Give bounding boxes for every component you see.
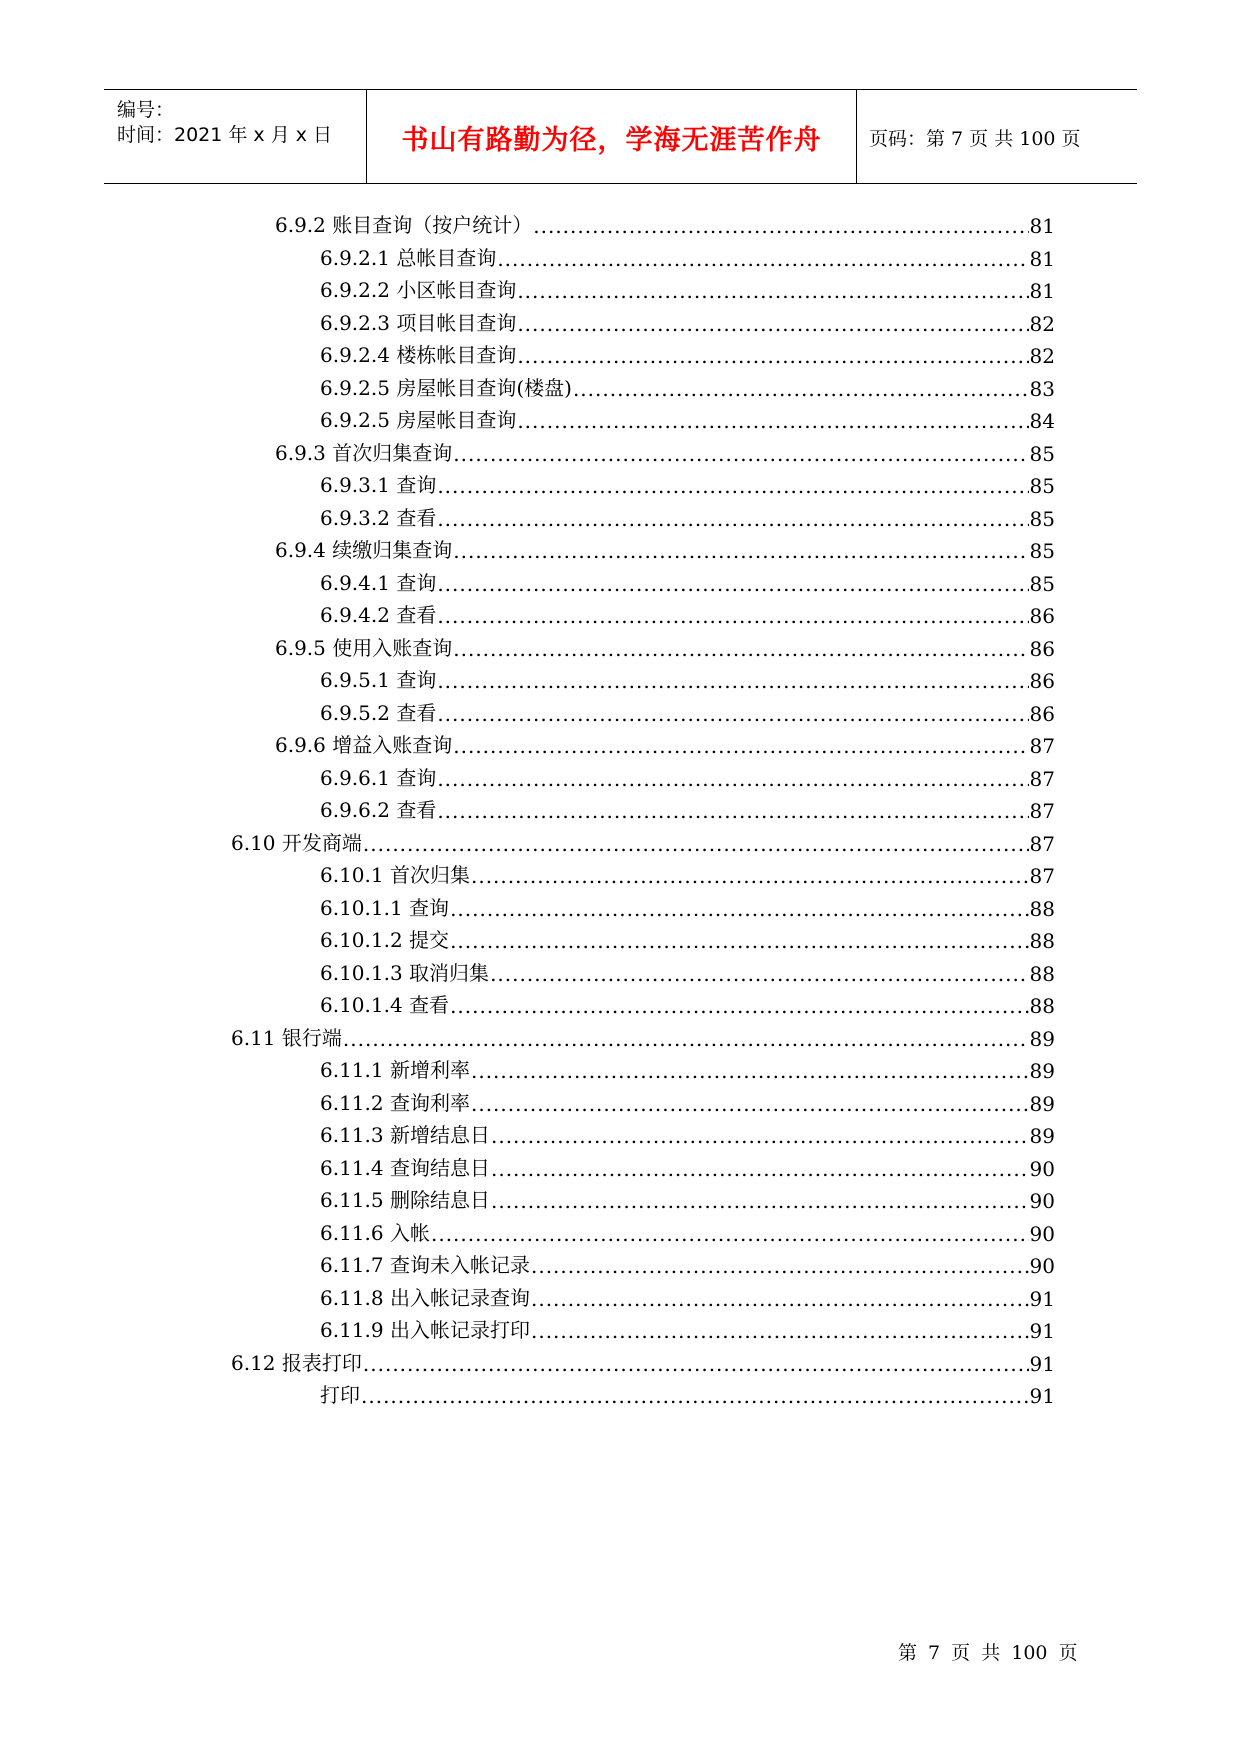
toc-dot-leader [531,1254,1029,1278]
toc-entry-page: 88 [1029,929,1055,953]
toc-entry[interactable] [320,765,1055,791]
toc-entry-title: 6.9.6.1 查询 [320,765,437,790]
document-code-label: 编号： [117,99,175,121]
toc-entry[interactable] [320,505,1055,531]
toc-dot-leader [437,507,1028,531]
toc-dot-leader [517,409,1028,433]
toc-entry[interactable] [320,407,1055,433]
toc-dot-leader [437,474,1028,498]
toc-entry[interactable] [320,992,1055,1018]
toc-entry-title: 6.11.5 删除结息日 [320,1188,490,1212]
toc-entry-title: 6.9.6 增益入账查询 [275,733,453,757]
toc-dot-leader [343,1027,1029,1051]
toc-entry[interactable] [275,212,1055,238]
toc-entry-page: 89 [1029,1026,1055,1051]
toc-dot-leader [437,767,1028,791]
toc-entry[interactable] [320,960,1055,986]
toc-entry-page: 85 [1029,441,1055,466]
toc-entry[interactable] [320,570,1055,596]
toc-entry-title: 6.10.1.4 查看 [320,993,450,1017]
toc-dot-leader [517,312,1028,336]
toc-entry-title: 6.9.3.2 查看 [320,505,437,530]
toc-dot-leader [471,864,1029,888]
toc-entry[interactable] [320,472,1055,498]
toc-entry[interactable] [320,1317,1055,1343]
toc-dot-leader [361,1384,1029,1408]
toc-entry[interactable] [320,245,1055,271]
toc-entry-page: 82 [1029,344,1055,368]
toc-entry-page: 81 [1029,279,1055,303]
page-footer: 第 7 页 共 100 页 [898,1642,1078,1664]
toc-entry-page: 91 [1029,1351,1055,1376]
toc-entry-title: 6.9.4.1 查询 [320,570,437,595]
toc-entry-page: 82 [1029,311,1055,336]
toc-dot-leader [471,1059,1029,1083]
toc-entry[interactable] [320,1285,1055,1311]
toc-entry-page: 85 [1029,506,1055,531]
toc-dot-leader [363,1352,1029,1376]
toc-dot-leader [531,1287,1029,1311]
toc-entry[interactable] [231,1025,1055,1051]
toc-entry-title: 6.10 开发商端 [231,830,362,855]
toc-entry-title: 6.9.5.1 查询 [320,668,437,692]
toc-entry-page: 85 [1029,571,1055,596]
toc-dot-leader [491,1157,1029,1181]
toc-entry-title: 6.11.7 查询未入帐记录 [320,1253,530,1277]
page-header [104,89,1137,184]
toc-entry-page: 87 [1029,864,1055,888]
header-motto-cell [367,90,857,183]
toc-entry[interactable] [320,602,1055,628]
toc-entry-page: 87 [1029,831,1055,856]
toc-entry-title: 打印 [320,1383,360,1407]
toc-entry-title: 6.9.4.2 查看 [320,603,437,627]
toc-entry-title: 6.9.3 首次归集查询 [275,440,453,465]
toc-entry[interactable] [320,1220,1055,1246]
toc-dot-leader [450,929,1028,953]
toc-entry-page: 87 [1029,734,1055,758]
toc-entry-title: 6.11.4 查询结息日 [320,1155,490,1180]
toc-entry[interactable] [320,342,1055,368]
toc-entry-title: 6.9.2.3 项目帐目查询 [320,310,517,335]
toc-dot-leader [437,669,1028,693]
toc-entry[interactable] [320,375,1055,401]
toc-entry-title: 6.11.9 出入帐记录打印 [320,1318,530,1342]
toc-entry-title: 6.9.2 账目查询（按户统计） [275,213,533,237]
toc-dot-leader [450,897,1028,921]
toc-entry[interactable] [320,1090,1055,1116]
toc-entry-title: 6.9.5 使用入账查询 [275,635,453,660]
toc-dot-leader [573,377,1029,401]
toc-entry-page: 88 [1029,896,1055,921]
toc-entry[interactable] [275,537,1055,563]
toc-entry[interactable] [320,277,1055,303]
toc-entry[interactable] [275,440,1055,466]
toc-entry-title: 6.10.1.3 取消归集 [320,960,490,985]
toc-entry[interactable] [320,1187,1055,1213]
toc-dot-leader [437,702,1028,726]
toc-entry-page: 90 [1029,1254,1055,1278]
toc-entry[interactable] [320,927,1055,953]
toc-entry[interactable] [320,667,1055,693]
toc-entry-title: 6.11.2 查询利率 [320,1090,470,1115]
toc-dot-leader [490,962,1028,986]
toc-entry[interactable] [320,797,1055,823]
toc-entry[interactable] [320,700,1055,726]
toc-entry-title: 6.10.1.1 查询 [320,895,450,920]
toc-entry-title: 6.11.8 出入帐记录查询 [320,1285,530,1310]
toc-dot-leader [471,1092,1029,1116]
toc-dot-leader [453,442,1028,466]
toc-entry-title: 6.9.2.1 总帐目查询 [320,245,497,270]
toc-entry[interactable] [231,1350,1055,1376]
toc-entry[interactable] [320,1382,1055,1408]
toc-dot-leader [363,832,1029,856]
toc-entry-page: 88 [1029,994,1055,1018]
toc-entry[interactable] [320,1155,1055,1181]
toc-dot-leader [431,1222,1029,1246]
toc-entry-page: 86 [1029,604,1055,628]
toc-dot-leader [437,572,1028,596]
toc-entry-title: 6.11.3 新增结息日 [320,1123,490,1147]
toc-entry-page: 90 [1029,1221,1055,1246]
toc-entry-page: 87 [1029,799,1055,823]
toc-entry-title: 6.9.3.1 查询 [320,473,437,497]
toc-entry[interactable] [320,310,1055,336]
toc-entry-page: 86 [1029,669,1055,693]
toc-dot-leader [517,279,1028,303]
toc-entry[interactable] [320,895,1055,921]
toc-entry-page: 86 [1029,701,1055,726]
toc-entry-page: 91 [1029,1319,1055,1343]
toc-entry-page: 81 [1029,214,1055,238]
toc-dot-leader [453,734,1028,758]
header-motto: 书山有路勤为径，学海无涯苦作舟 [401,125,822,156]
toc-dot-leader [453,539,1028,563]
toc-entry-page: 83 [1029,376,1055,401]
toc-entry[interactable] [320,1057,1055,1083]
toc-entry-title: 6.9.4 续缴归集查询 [275,538,453,562]
toc-dot-leader [491,1189,1029,1213]
toc-dot-leader [450,994,1028,1018]
toc-entry[interactable] [231,830,1055,856]
toc-entry[interactable] [275,732,1055,758]
toc-dot-leader [491,1124,1029,1148]
toc-dot-leader [517,344,1028,368]
toc-entry-page: 89 [1029,1059,1055,1083]
toc-entry-title: 6.11.6 入帐 [320,1220,430,1245]
toc-entry-title: 6.9.2.5 房屋帐目查询 [320,408,517,432]
toc-entry-title: 6.10.1 首次归集 [320,863,470,887]
toc-entry-page: 85 [1029,539,1055,563]
toc-entry-title: 6.9.5.2 查看 [320,700,437,725]
toc-entry-title: 6.11.1 新增利率 [320,1058,470,1082]
toc-entry[interactable] [320,1252,1055,1278]
toc-entry-title: 6.9.2.5 房屋帐目查询(楼盘) [320,375,572,400]
toc-dot-leader [497,247,1028,271]
toc-entry-page: 89 [1029,1091,1055,1116]
toc-entry-page: 85 [1029,474,1055,498]
toc-dot-leader [437,604,1028,628]
toc-entry-title: 6.9.2.4 楼栋帐目查询 [320,343,517,367]
toc-entry-title: 6.11 银行端 [231,1025,342,1050]
toc-entry[interactable] [320,862,1055,888]
header-page-number: 页码：第 7 页 共 100 页 [869,128,1081,150]
toc-dot-leader [531,1319,1029,1343]
toc-dot-leader [453,637,1028,661]
toc-dot-leader [437,799,1028,823]
toc-entry-page: 90 [1029,1156,1055,1181]
toc-entry-page: 86 [1029,636,1055,661]
toc-entry-page: 91 [1029,1384,1055,1408]
toc-entry[interactable] [275,635,1055,661]
toc-entry-title: 6.9.2.2 小区帐目查询 [320,278,517,302]
toc-entry-title: 6.10.1.2 提交 [320,928,450,952]
toc-entry-title: 6.12 报表打印 [231,1350,362,1375]
header-info-cell [104,90,367,183]
toc-entry-page: 81 [1029,246,1055,271]
toc-entry-page: 88 [1029,961,1055,986]
document-date-label: 时间：2021 年 x 月 x 日 [117,124,333,146]
toc-entry-title: 6.9.6.2 查看 [320,798,437,822]
toc-entry-page: 90 [1029,1189,1055,1213]
toc-entry-page: 91 [1029,1286,1055,1311]
toc-entry-page: 84 [1029,409,1055,433]
toc-entry-page: 89 [1029,1124,1055,1148]
toc-entry-page: 87 [1029,766,1055,791]
header-page-cell [857,90,1137,183]
toc-entry[interactable] [320,1122,1055,1148]
toc-dot-leader [533,214,1028,238]
